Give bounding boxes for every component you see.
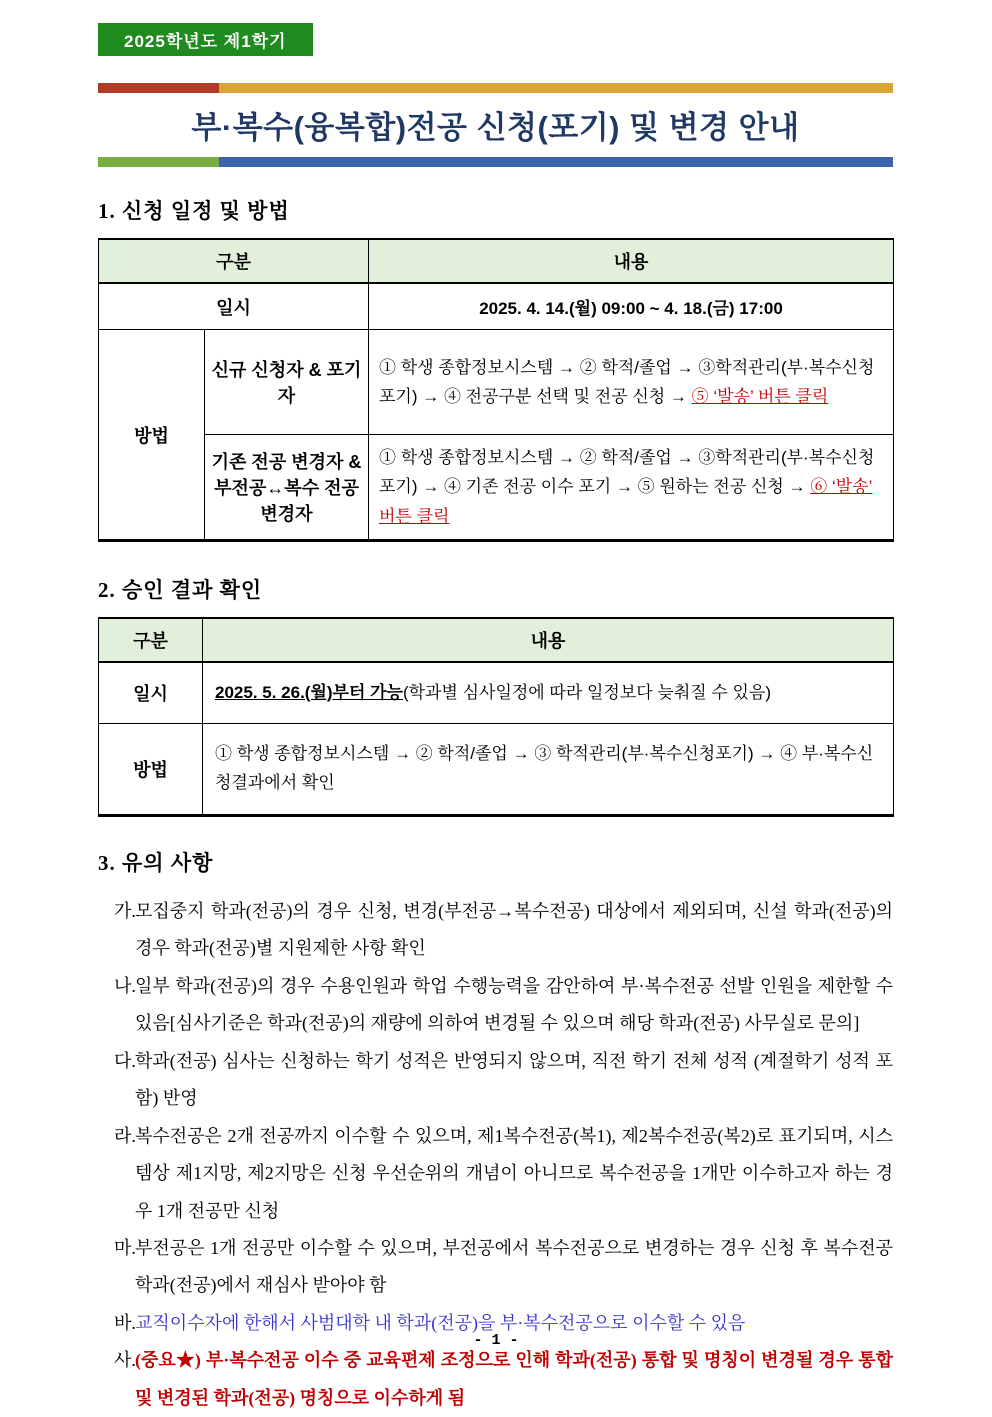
page-number: - 1 - [473, 1332, 519, 1349]
note-text: 일부 학과(전공)의 경우 수용인원과 학업 수행능력을 감안하여 부·복수전공 선발 인원을 제한할 수 있음[심사기준은 학과(전공)의 재량에 의하여 변경될 수 있으며 해당 학과(전공) 사무실로 문의] [135, 975, 893, 1034]
table-row [99, 724, 894, 816]
result-date-bold-text: 2025. 5. 26.(월)부터 가능 [215, 682, 403, 702]
table-row [99, 662, 894, 724]
table-header-row [99, 618, 894, 662]
list-item [98, 893, 893, 968]
result-method-steps: ① 학생 종합정보시스템 → ② 학적/졸업 → ③ 학적관리(부·복수신청포기) → ④ 부·복수신청결과에서 확인 [203, 724, 894, 816]
method-steps-black-text: ① 학생 종합정보시스템 → ② 학적/졸업 → ③학적관리(부·복수신청포기) → ④ 전공구분 선택 및 전공 신청 → [379, 357, 875, 406]
title-bottom-bar-blue-segment [219, 157, 893, 167]
method-steps-black-text: ① 학생 종합정보시스템 → ② 학적/졸업 → ③학적관리(부·복수신청포기) → ④ 기존 전공 이수 포기 → ⑤ 원하는 전공 신청 → [379, 448, 875, 497]
note-text: 모집중지 학과(전공)의 경우 신청, 변경(부전공→복수전공) 대상에서 제외되며, 신설 학과(전공)의 경우 학과(전공)별 지원제한 사항 확인 [135, 901, 893, 959]
note-marker: 바. [114, 1312, 136, 1333]
note-marker: 사. [114, 1350, 136, 1371]
column-header-naeyong: 내용 [203, 618, 894, 662]
section1-heading: 1. 신청 일정 및 방법 [98, 199, 290, 223]
date-row-value: 2025. 4. 14.(월) 09:00 ~ 4. 18.(금) 17:00 [369, 283, 894, 330]
list-item [98, 968, 893, 1043]
send-button-instruction: ⑤ ‘발송’ 버튼 클릭 [691, 387, 829, 406]
table-row [99, 435, 894, 541]
note-text: 학과(전공) 심사는 신청하는 학기 성적은 반영되지 않으며, 직전 학기 전체 성적 (계절학기 성적 포함) 반영 [135, 1050, 893, 1109]
note-marker: 다. [114, 1050, 136, 1071]
note-text: (중요★) 부·복수전공 이수 중 교육편제 조정으로 인해 학과(전공) 통합 및 명칭이 변경될 경우 통합 및 변경된 학과(전공) 명칭으로 이수하게 됨 [135, 1350, 893, 1408]
method-steps-change-applicants [369, 435, 894, 541]
title-top-bar-red-segment [98, 83, 219, 93]
result-date-note-text: (학과별 심사일정에 따라 일정보다 늦춰질 수 있음) [402, 682, 772, 702]
title-top-bar-gold-segment [219, 83, 893, 93]
method-row-label: 방법 [99, 330, 205, 541]
note-marker: 가. [114, 901, 136, 921]
column-header-gubun: 구분 [99, 618, 203, 662]
note-marker: 마. [114, 1237, 136, 1258]
title-block [98, 83, 893, 167]
table-row [99, 283, 894, 330]
table-header-row [99, 239, 894, 283]
result-date-value [203, 662, 894, 724]
note-text: 복수전공은 2개 전공까지 이수할 수 있으며, 제1복수전공(복1), 제2복수전공(복2)로 표기되며, 시스템상 제1지망, 제2지망은 신청 우선순위의 개념이 아니므로 복수전공을 1개만 이수하고자 하는 경우 1개 전공만 신청 [135, 1125, 893, 1221]
result-method-label: 방법 [99, 724, 203, 816]
date-row-label: 일시 [99, 283, 369, 330]
note-marker: 라. [114, 1125, 136, 1146]
note-text: 교직이수자에 한해서 사범대학 내 학과(전공)을 부·복수전공으로 이수할 수 있음 [135, 1312, 746, 1333]
list-item [98, 1118, 893, 1230]
approval-result-table [98, 617, 894, 817]
title-bottom-bar-green-segment [98, 157, 219, 167]
send-button-instruction: ⑥ ‘발송’ 버튼 클릭 [379, 477, 873, 526]
term-badge: 2025학년도 제1학기 [98, 23, 313, 56]
application-schedule-table [98, 238, 894, 542]
method-category-new-applicants: 신규 신청자 & 포기자 [205, 330, 369, 435]
document-page [98, 0, 893, 1417]
section3-heading: 3. 유의 사항 [98, 851, 214, 875]
note-marker: 나. [114, 975, 136, 996]
title-top-bar [98, 83, 893, 93]
page-title: 부·복수(융복합)전공 신청(포기) 및 변경 안내 [191, 110, 800, 145]
method-steps-new-applicants [369, 330, 894, 435]
list-item [98, 1043, 893, 1118]
column-header-naeyong: 내용 [369, 239, 894, 283]
method-category-change-applicants: 기존 전공 변경자 & 부전공↔복수 전공 변경자 [205, 435, 369, 541]
list-item [98, 1230, 893, 1305]
section2-heading: 2. 승인 결과 확인 [98, 578, 263, 602]
title-bottom-bar [98, 157, 893, 167]
note-text: 부전공은 1개 전공만 이수할 수 있으며, 부전공에서 복수전공으로 변경하는 경우 신청 후 복수전공 학과(전공)에서 재심사 받아야 함 [135, 1237, 893, 1296]
table-row [99, 330, 894, 435]
column-header-gubun: 구분 [99, 239, 369, 283]
list-item [98, 1342, 893, 1417]
result-date-label: 일시 [99, 662, 203, 724]
